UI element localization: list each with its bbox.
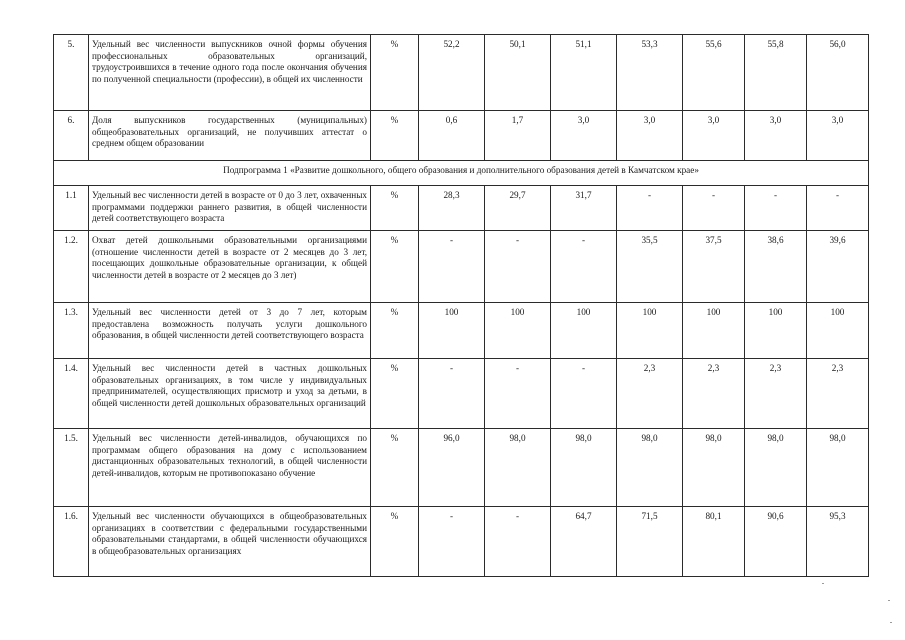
value-cell: -	[485, 359, 551, 429]
value-cell: 98,0	[551, 429, 617, 507]
indicator-name: Удельный вес численности детей в частных дошкольных образовательных организациях, в том числе у индивидуальных предпринимателей, осуществляющих присмотр и уход за детьми, в общей численности детей дошкольных образовательных организаций	[89, 359, 371, 429]
scan-speck	[888, 600, 890, 601]
indicator-name: Удельный вес численности детей-инвалидов, обучающихся по программам общего образования на дому с использованием дистанционных образовательных технологий, в общей численности детей-инвалидов, которым не противопоказано обучение	[89, 429, 371, 507]
unit-cell: %	[371, 186, 419, 231]
value-cell: 31,7	[551, 186, 617, 231]
value-cell: -	[419, 359, 485, 429]
subprogram-row	[54, 161, 869, 186]
value-cell: 2,3	[617, 359, 683, 429]
value-cell: -	[551, 359, 617, 429]
value-cell: 96,0	[419, 429, 485, 507]
value-cell: 98,0	[617, 429, 683, 507]
value-cell: -	[485, 507, 551, 577]
table-row	[54, 359, 869, 429]
row-number: 1.5.	[54, 429, 89, 507]
value-cell: 100	[683, 303, 745, 359]
unit-cell: %	[371, 359, 419, 429]
value-cell: 80,1	[683, 507, 745, 577]
table-row	[54, 35, 869, 111]
value-cell: 2,3	[683, 359, 745, 429]
table-row	[54, 231, 869, 303]
table-row	[54, 111, 869, 161]
row-number: 6.	[54, 111, 89, 161]
value-cell: 2,3	[807, 359, 869, 429]
row-number: 1.6.	[54, 507, 89, 577]
value-cell: -	[807, 186, 869, 231]
row-number: 1.3.	[54, 303, 89, 359]
unit-cell: %	[371, 303, 419, 359]
value-cell: -	[485, 231, 551, 303]
value-cell: 95,3	[807, 507, 869, 577]
row-number: 1.2.	[54, 231, 89, 303]
value-cell: 1,7	[485, 111, 551, 161]
value-cell: 3,0	[683, 111, 745, 161]
value-cell: 51,1	[551, 35, 617, 111]
value-cell: 3,0	[745, 111, 807, 161]
value-cell: 71,5	[617, 507, 683, 577]
value-cell: 100	[745, 303, 807, 359]
table-row	[54, 507, 869, 577]
indicator-name: Удельный вес численности детей в возрасте от 0 до 3 лет, охваченных программами поддержки раннего развития, в общей численности детей соответствующего возраста	[89, 186, 371, 231]
value-cell: 100	[551, 303, 617, 359]
value-cell: 100	[807, 303, 869, 359]
indicator-name: Охват детей дошкольными образовательными организациями (отношение численности детей в возрасте от 2 месяцев до 3 лет, посещающих дошкольные образовательные организации, к общей численности детей в возрасте от 2 месяцев до 3 лет)	[89, 231, 371, 303]
indicator-name: Удельный вес численности обучающихся в общеобразовательных организациях в соответствии с федеральными государственными образовательными стандартами, в общей численности обучающихся в общеобразовательных организациях	[89, 507, 371, 577]
table-row	[54, 186, 869, 231]
value-cell: 90,6	[745, 507, 807, 577]
subprogram-title: Подпрограмма 1 «Развитие дошкольного, общего образования и дополнительного образования детей в Камчатском крае»	[54, 161, 869, 186]
unit-cell: %	[371, 429, 419, 507]
indicator-name: Удельный вес численности выпускников очной формы обучения профессиональных образовательных организаций, трудоустроившихся в течение одного года после окончания обучения по полученной специальности (профессии), в общей их численности	[89, 35, 371, 111]
value-cell: -	[419, 231, 485, 303]
unit-cell: %	[371, 507, 419, 577]
table-body	[54, 35, 869, 577]
indicators-table	[53, 34, 869, 577]
table-row	[54, 303, 869, 359]
value-cell: 3,0	[551, 111, 617, 161]
value-cell: 28,3	[419, 186, 485, 231]
value-cell: 98,0	[745, 429, 807, 507]
value-cell: 53,3	[617, 35, 683, 111]
value-cell: 100	[617, 303, 683, 359]
value-cell: 0,6	[419, 111, 485, 161]
value-cell: -	[683, 186, 745, 231]
value-cell: 3,0	[617, 111, 683, 161]
unit-cell: %	[371, 35, 419, 111]
value-cell: 39,6	[807, 231, 869, 303]
value-cell: -	[617, 186, 683, 231]
value-cell: 64,7	[551, 507, 617, 577]
value-cell: 52,2	[419, 35, 485, 111]
value-cell: 35,5	[617, 231, 683, 303]
value-cell: 55,6	[683, 35, 745, 111]
value-cell: 56,0	[807, 35, 869, 111]
value-cell: -	[745, 186, 807, 231]
value-cell: -	[551, 231, 617, 303]
value-cell: 100	[485, 303, 551, 359]
unit-cell: %	[371, 111, 419, 161]
scan-speck	[890, 622, 892, 623]
unit-cell: %	[371, 231, 419, 303]
indicator-name: Доля выпускников государственных (муниципальных) общеобразовательных организаций, не получивших аттестат о среднем общем образовании	[89, 111, 371, 161]
value-cell: 38,6	[745, 231, 807, 303]
row-number: 1.4.	[54, 359, 89, 429]
value-cell: 37,5	[683, 231, 745, 303]
value-cell: 2,3	[745, 359, 807, 429]
value-cell: 98,0	[807, 429, 869, 507]
row-number: 5.	[54, 35, 89, 111]
value-cell: -	[419, 507, 485, 577]
table-row	[54, 429, 869, 507]
row-number: 1.1	[54, 186, 89, 231]
value-cell: 98,0	[485, 429, 551, 507]
scan-speck	[822, 583, 824, 584]
value-cell: 3,0	[807, 111, 869, 161]
value-cell: 55,8	[745, 35, 807, 111]
indicator-name: Удельный вес численности детей от 3 до 7 лет, которым предоставлена возможность получать услуги дошкольного образования, в общей численности детей соответствующего возраста	[89, 303, 371, 359]
value-cell: 50,1	[485, 35, 551, 111]
value-cell: 98,0	[683, 429, 745, 507]
value-cell: 29,7	[485, 186, 551, 231]
value-cell: 100	[419, 303, 485, 359]
